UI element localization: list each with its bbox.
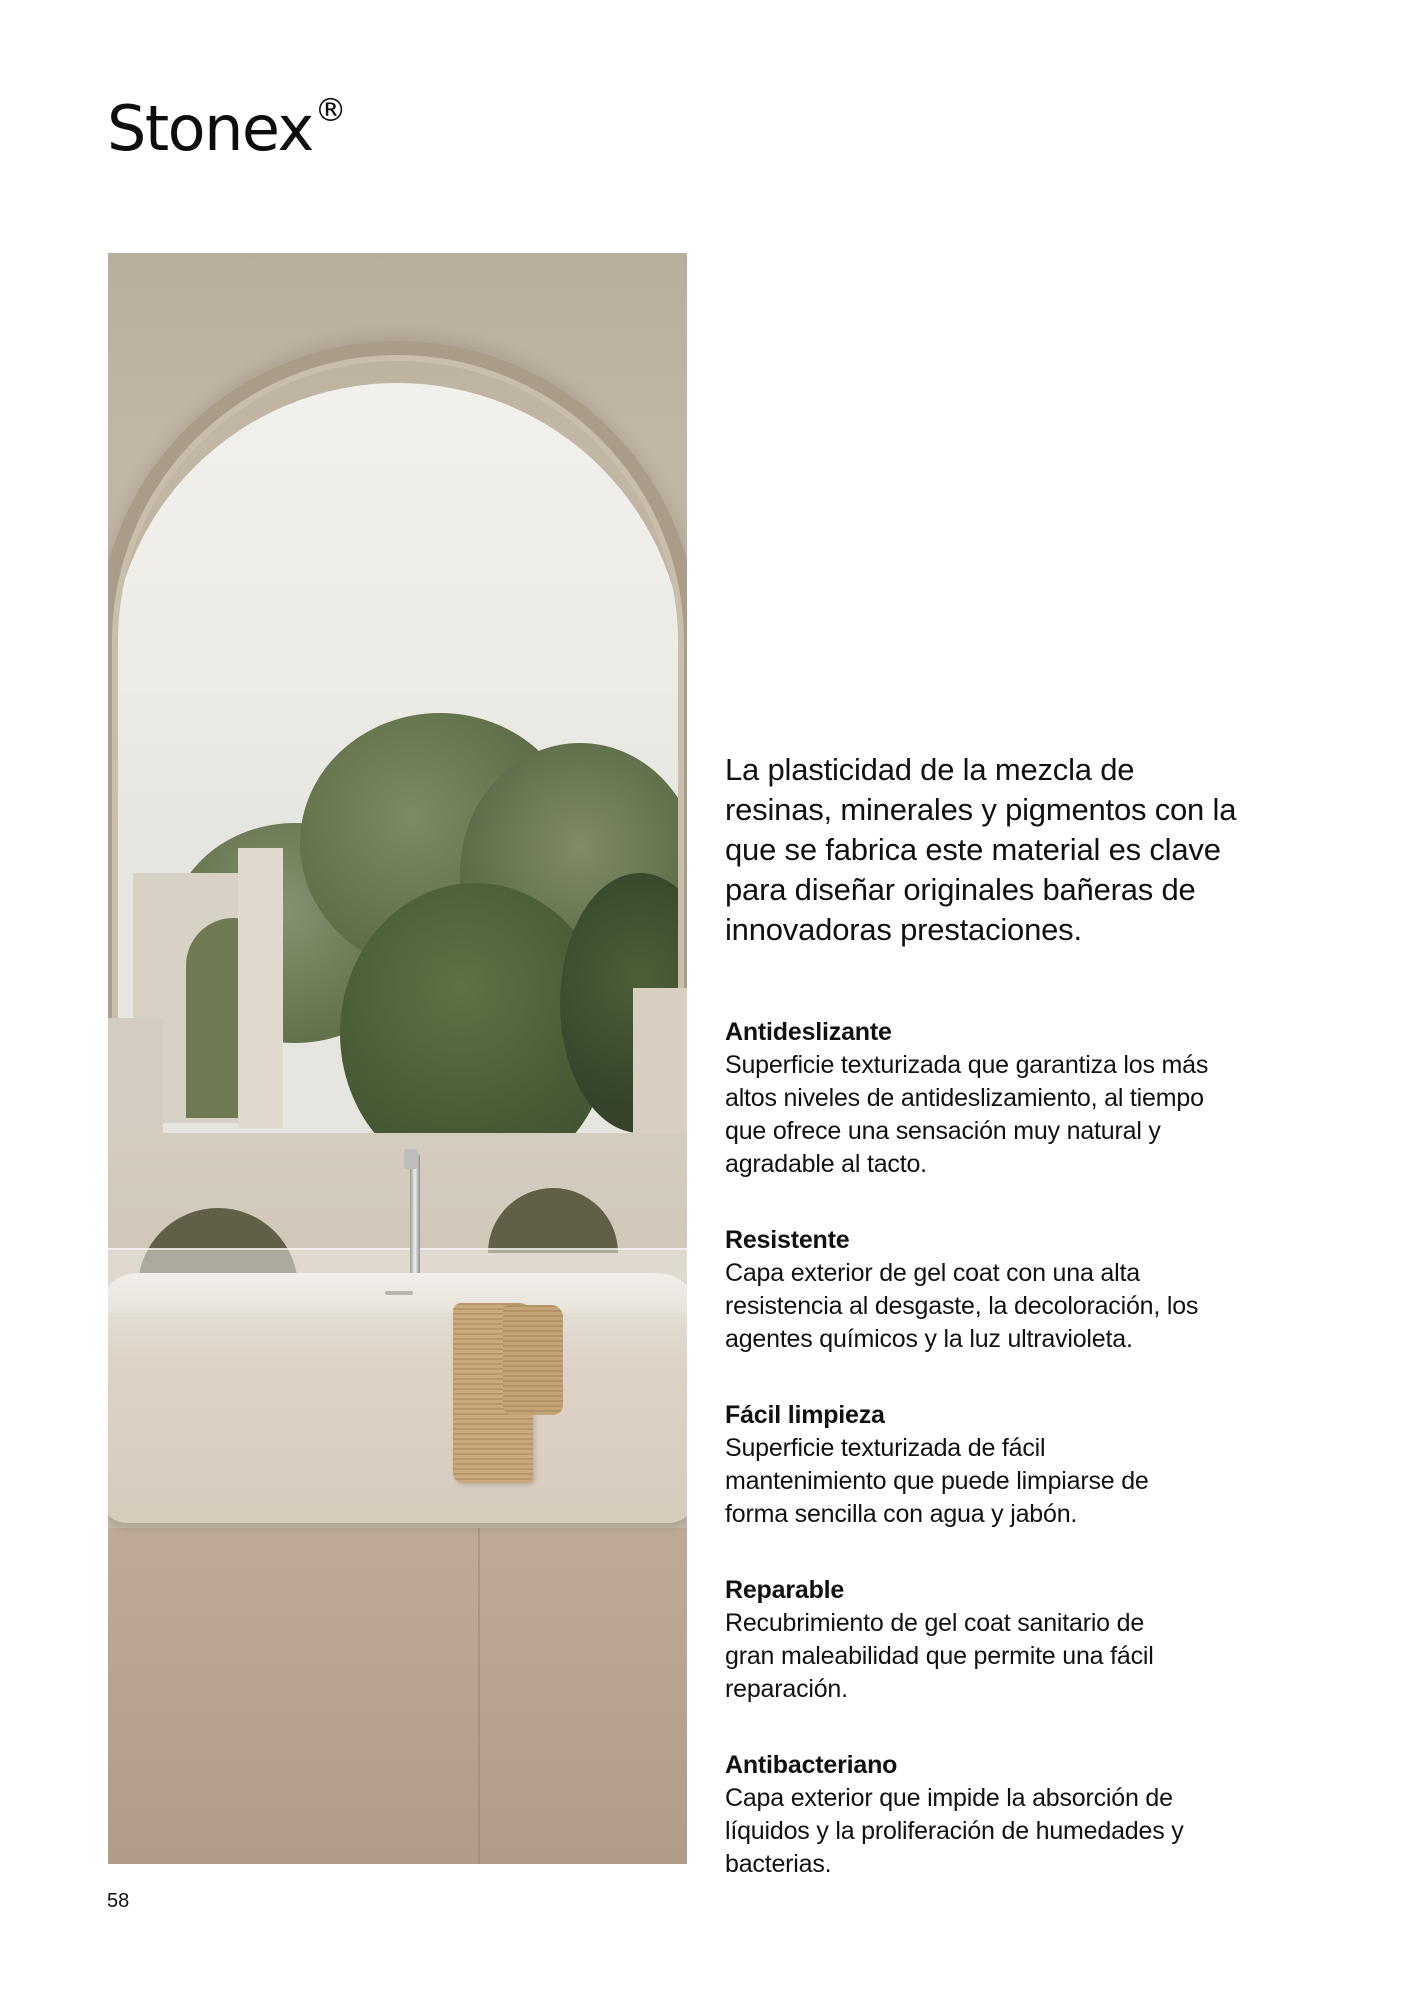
feature-antideslizante [725, 1016, 1325, 1181]
faucet-spout [404, 1149, 418, 1169]
feature-title: Fácil limpieza [725, 1401, 885, 1429]
feature-description [725, 1049, 1325, 1181]
description-line: Recubrimiento de gel coat sanitario de [725, 1609, 1145, 1637]
page-number: 58 [107, 1890, 130, 1912]
feature-title: Antibacteriano [725, 1751, 898, 1779]
description-line: reparación. [725, 1675, 848, 1703]
intro-line: que se fabrica este material es clave [725, 832, 1221, 867]
feature-resistente [725, 1224, 1325, 1356]
description-line: agradable al tacto. [725, 1150, 927, 1178]
feature-title: Resistente [725, 1226, 850, 1254]
feature-facil-limpieza [725, 1399, 1325, 1531]
intro-line: La plasticidad de la mezcla de [725, 752, 1135, 787]
floor [108, 1528, 687, 1864]
floor-seam [478, 1528, 480, 1864]
description-line: que ofrece una sensación muy natural y [725, 1117, 1161, 1145]
feature-description [725, 1782, 1325, 1881]
faucet-icon [410, 1153, 420, 1291]
description-line: mantenimiento que puede limpiarse de [725, 1467, 1149, 1495]
feature-description [725, 1257, 1325, 1356]
brand-name: Stonex [107, 92, 313, 165]
description-line: Superficie texturizada de fácil [725, 1434, 1046, 1462]
brand-title [107, 91, 347, 165]
feature-description [725, 1432, 1325, 1531]
bathtub-photo [108, 253, 687, 1864]
feature-title: Antideslizante [725, 1018, 892, 1046]
description-line: Superficie texturizada que garantiza los más [725, 1051, 1209, 1079]
registered-trademark-icon: ® [314, 91, 347, 129]
description-line: Capa exterior que impide la absorción de [725, 1784, 1173, 1812]
description-line: gran maleabilidad que permite una fácil [725, 1642, 1154, 1670]
feature-antibacteriano [725, 1749, 1325, 1881]
intro-paragraph [725, 750, 1325, 950]
description-line: agentes químicos y la luz ultravioleta. [725, 1325, 1133, 1353]
towel-fold [503, 1305, 563, 1415]
description-line: resistencia al desgaste, la decoloración, los [725, 1292, 1199, 1320]
sculpture-wall [238, 848, 283, 1128]
bathtub [108, 1273, 687, 1523]
description-line: líquidos y la proliferación de humedades y [725, 1817, 1184, 1845]
feature-description [725, 1607, 1325, 1706]
intro-line: para diseñar originales bañeras de [725, 872, 1196, 907]
overflow-icon [385, 1291, 413, 1295]
description-line: forma sencilla con agua y jabón. [725, 1500, 1078, 1528]
description-line: Capa exterior de gel coat con una alta [725, 1259, 1140, 1287]
feature-reparable [725, 1574, 1325, 1706]
intro-line: innovadoras prestaciones. [725, 912, 1082, 947]
description-line: bacterias. [725, 1850, 832, 1878]
description-line: altos niveles de antideslizamiento, al tiempo [725, 1084, 1204, 1112]
intro-line: resinas, minerales y pigmentos con la [725, 792, 1237, 827]
feature-title: Reparable [725, 1576, 845, 1604]
content-column [725, 750, 1325, 1924]
